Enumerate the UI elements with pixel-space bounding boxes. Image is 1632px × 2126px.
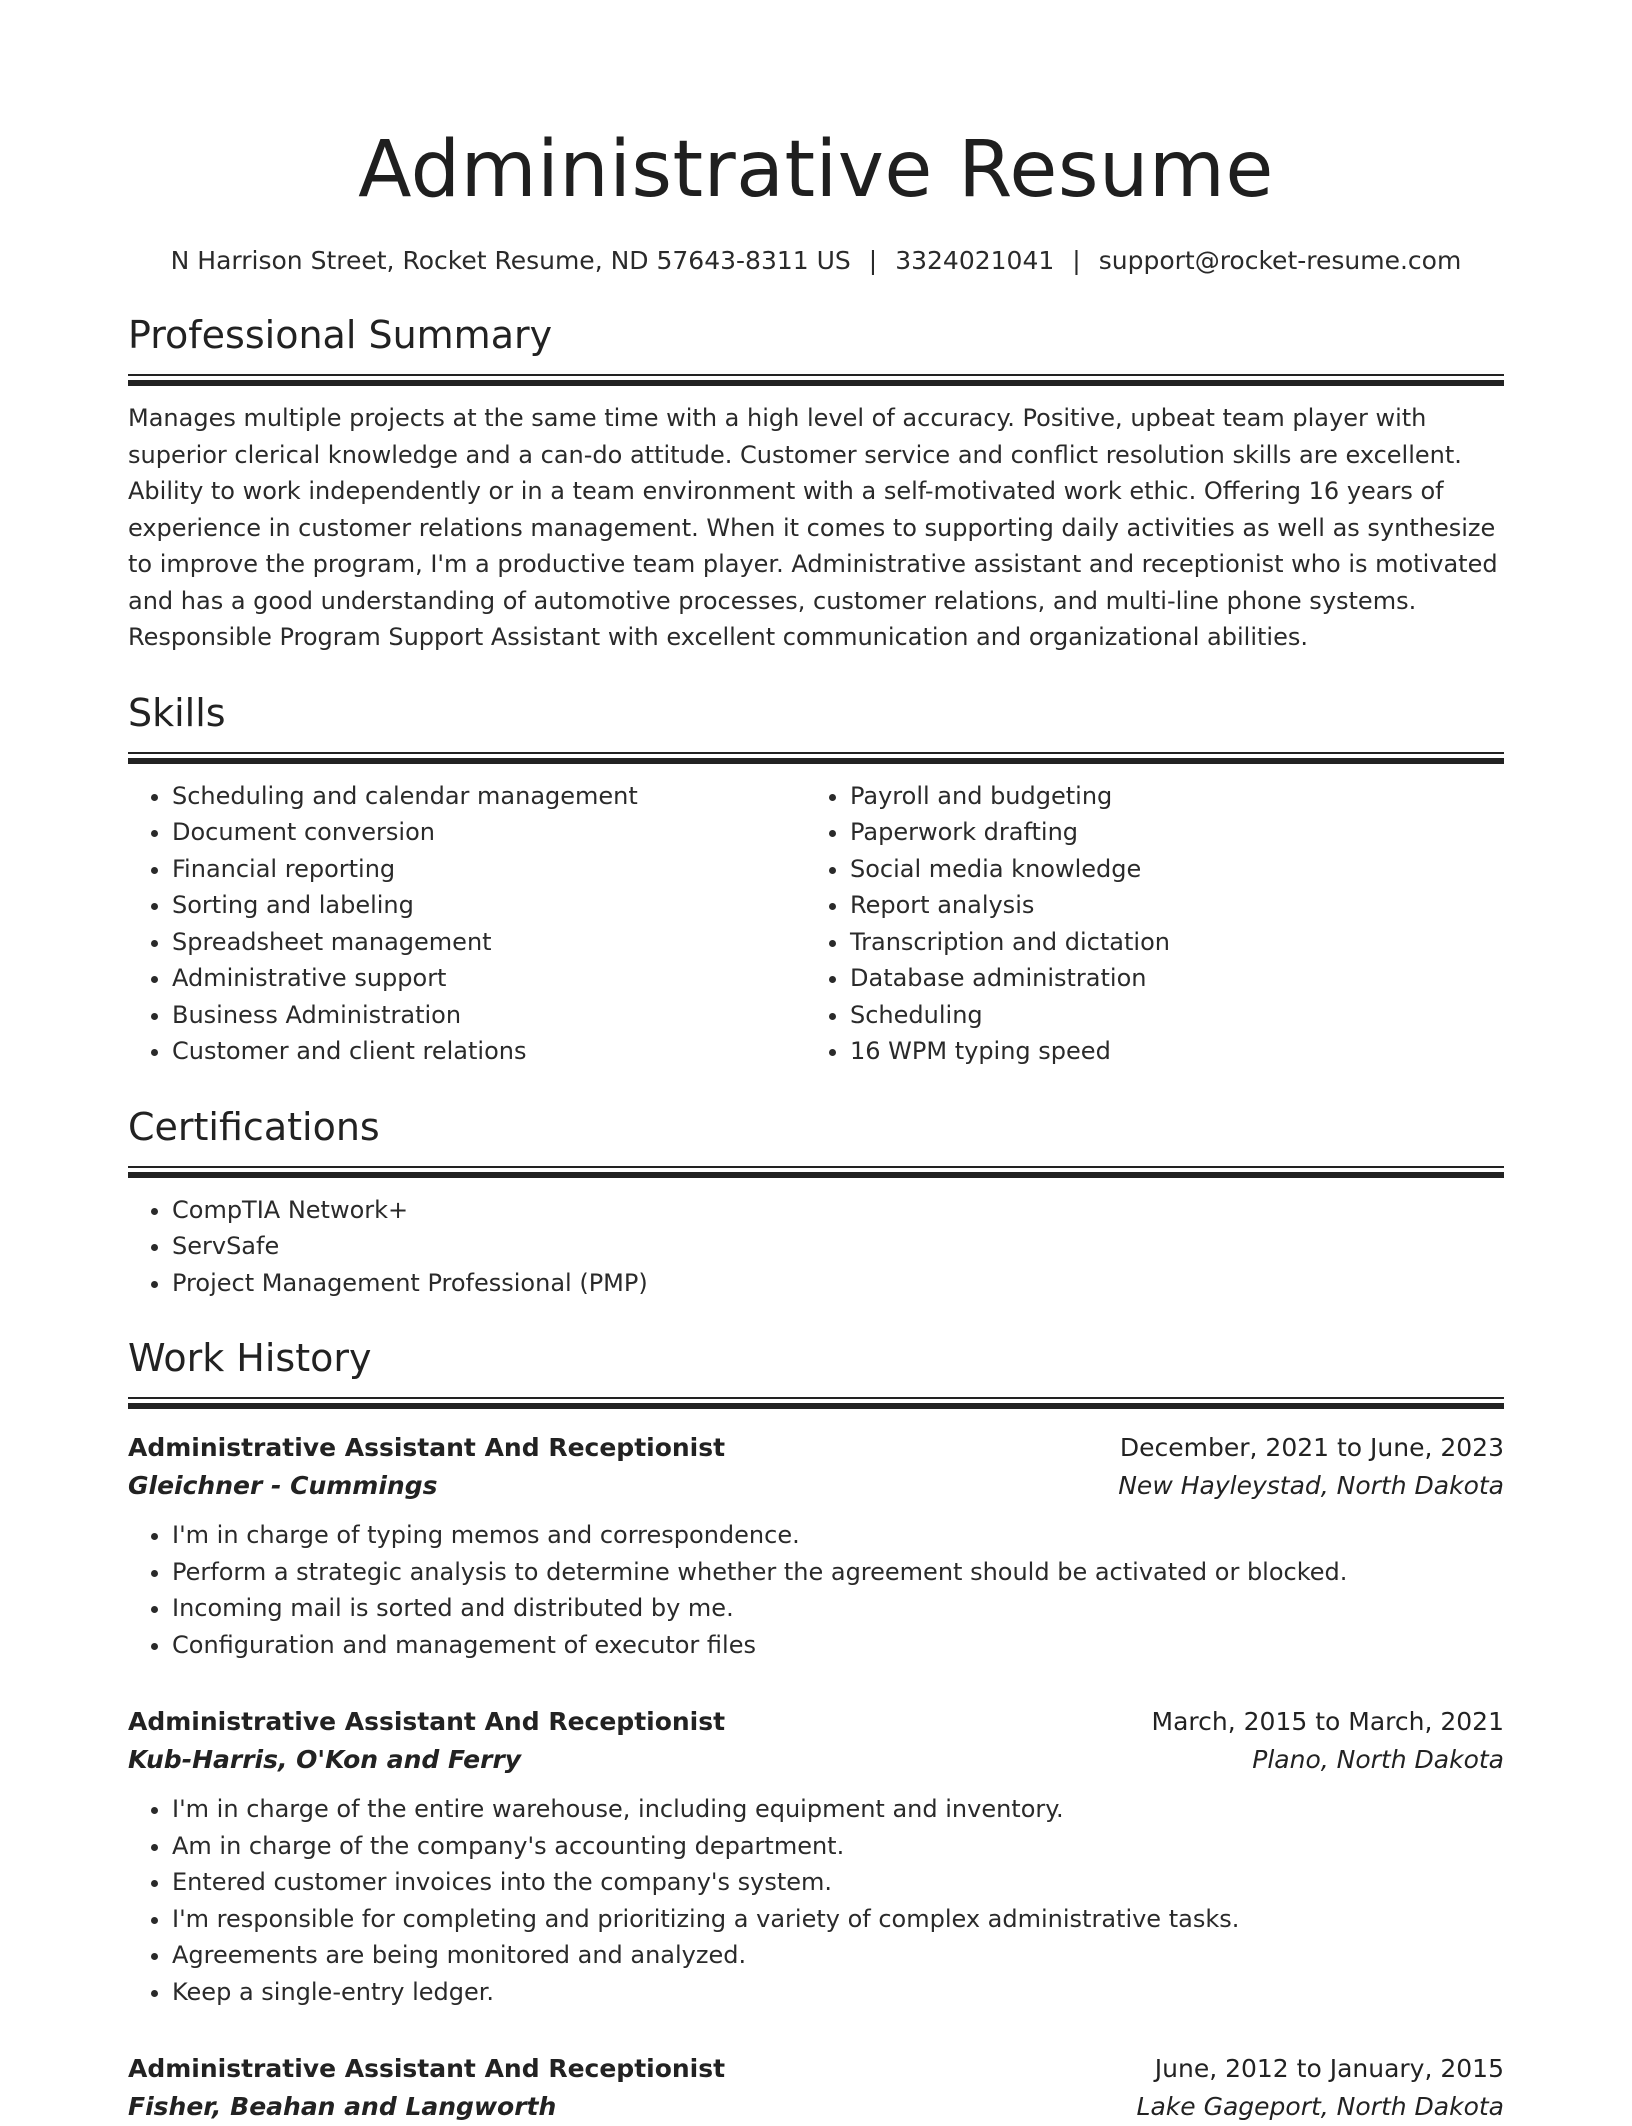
job-company: Fisher, Beahan and Langworth (128, 2092, 557, 2121)
contact-separator: | (868, 246, 878, 275)
job-bullets (128, 1791, 1504, 2010)
list-item: • Project Management Professional (PMP) (172, 1265, 1504, 1302)
job-location: Plano, North Dakota (1252, 1745, 1504, 1774)
certifications-list (128, 1192, 1504, 1302)
job-title: Administrative Assistant And Receptionist (128, 1433, 726, 1462)
summary-text: Manages multiple projects at the same time with a high level of accuracy. Positive, upbeat team player with superior clerical knowledge and a can-do attitude. Customer service and conflict resolution skills are excellent. Ability to work independently or in a team environment with a self-motivated work ethic. Offering 16 years of experience in customer relations management. When it comes to supporting daily activities as well as synthesize to improve the program, I'm a productive team player. Administrative assistant and receptionist who is motivated and has a good understanding of automotive processes, customer relations, and multi-line phone systems. Responsible Program Support Assistant with excellent communication and organizational abilities. (128, 404, 1498, 651)
list-item: • Database administration (850, 960, 1484, 997)
list-item: • Perform a strategic analysis to determine whether the agreement should be activated or blocked. (172, 1554, 1504, 1591)
list-item: • I'm in charge of the entire warehouse, including equipment and inventory. (172, 1791, 1504, 1828)
section-divider (128, 1166, 1504, 1178)
list-item: • I'm in charge of typing memos and correspondence. (172, 1517, 1504, 1554)
summary-heading: Professional Summary (128, 313, 553, 357)
list-item: • Entered customer invoices into the company's system. (172, 1864, 1504, 1901)
section-divider (128, 374, 1504, 386)
job-header-row (128, 2050, 1504, 2088)
job-company-row (128, 2088, 1504, 2126)
job-company: Gleichner - Cummings (128, 1471, 438, 1500)
work-history-heading: Work History (128, 1336, 372, 1380)
job-location: New Hayleystad, North Dakota (1118, 1471, 1504, 1500)
job-dates: June, 2012 to January, 2015 (1154, 2054, 1504, 2083)
certifications-section (128, 1102, 1504, 1302)
list-item: • CompTIA Network+ (172, 1192, 1504, 1229)
list-item: • Customer and client relations (172, 1033, 806, 1070)
job-company-row (128, 1741, 1504, 1779)
skills-grid (128, 778, 1504, 1070)
list-item: • Sorting and labeling (172, 887, 806, 924)
list-item: • Document conversion (172, 814, 806, 851)
list-item: • ServSafe (172, 1228, 1504, 1265)
skills-list-left (128, 778, 806, 1070)
list-item: • Report analysis (850, 887, 1484, 924)
job-header-row (128, 1429, 1504, 1467)
section-divider (128, 1397, 1504, 1409)
contact-email: support@rocket-resume.com (1098, 246, 1462, 275)
list-item: • Scheduling and calendar management (172, 778, 806, 815)
contact-address: N Harrison Street, Rocket Resume, ND 57643-8311 US (170, 246, 851, 275)
jobs-list (128, 1429, 1504, 2126)
skills-column-left (128, 778, 806, 1070)
list-item: • Administrative support (172, 960, 806, 997)
list-item: • Keep a single-entry ledger. (172, 1974, 1504, 2011)
job-dates: March, 2015 to March, 2021 (1151, 1707, 1504, 1736)
list-item: • Payroll and budgeting (850, 778, 1484, 815)
list-item: • Business Administration (172, 997, 806, 1034)
list-item: • Financial reporting (172, 851, 806, 888)
skills-list-right (806, 778, 1484, 1070)
resume-title: Administrative Resume (358, 125, 1274, 215)
resume-page (128, 0, 1504, 2126)
contact-line (128, 244, 1504, 278)
job-company-row (128, 1467, 1504, 1505)
contact-phone: 3324021041 (895, 246, 1055, 275)
work-history-section (128, 1333, 1504, 2126)
job-dates: December, 2021 to June, 2023 (1119, 1433, 1504, 1462)
job-company: Kub-Harris, O'Kon and Ferry (128, 1745, 522, 1774)
list-item: • Incoming mail is sorted and distributed by me. (172, 1590, 1504, 1627)
job-bullets (128, 1517, 1504, 1663)
certifications-heading: Certifications (128, 1104, 380, 1149)
list-item: • Am in charge of the company's accounting department. (172, 1828, 1504, 1865)
list-item: • Transcription and dictation (850, 924, 1484, 961)
job-entry (128, 1429, 1504, 1663)
list-item: • Paperwork drafting (850, 814, 1484, 851)
summary-section (128, 310, 1504, 656)
list-item: • 16 WPM typing speed (850, 1033, 1484, 1070)
section-divider (128, 752, 1504, 764)
list-item: • Scheduling (850, 997, 1484, 1034)
skills-column-right (806, 778, 1484, 1070)
skills-heading: Skills (128, 690, 226, 735)
contact-separator: | (1072, 246, 1081, 275)
job-title: Administrative Assistant And Receptionist (128, 2054, 726, 2083)
list-item: • Agreements are being monitored and analyzed. (172, 1937, 1504, 1974)
skills-section (128, 688, 1504, 1070)
job-entry (128, 1703, 1504, 2010)
list-item: • Configuration and management of executor files (172, 1627, 1504, 1664)
list-item: • Spreadsheet management (172, 924, 806, 961)
list-item: • Social media knowledge (850, 851, 1484, 888)
job-location: Lake Gageport, North Dakota (1136, 2092, 1504, 2121)
job-header-row (128, 1703, 1504, 1741)
job-entry (128, 2050, 1504, 2126)
list-item: • I'm responsible for completing and prioritizing a variety of complex administrative tasks. (172, 1901, 1504, 1938)
job-title: Administrative Assistant And Receptionist (128, 1707, 726, 1736)
